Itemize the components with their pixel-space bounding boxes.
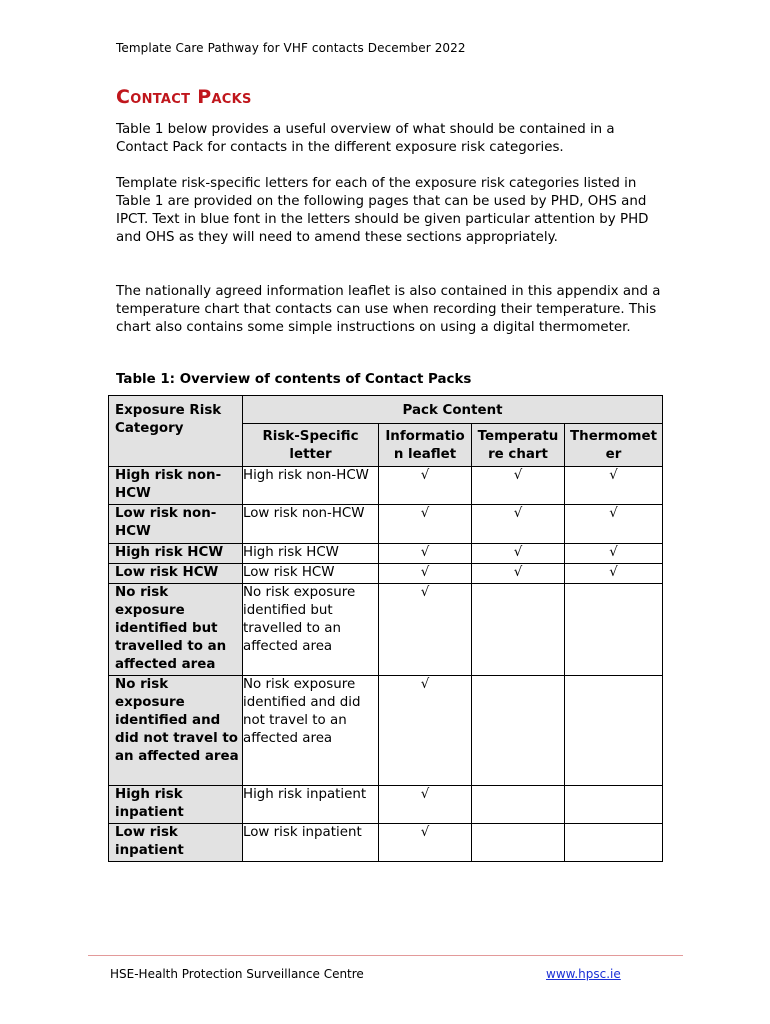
table-row: [109, 676, 663, 786]
row-category: Low risk non-HCW: [109, 505, 243, 544]
row-letter: No risk exposure identified but travelled to an affected area: [243, 584, 379, 676]
table-row: [109, 564, 663, 584]
header-category: Exposure Risk Category: [109, 396, 243, 467]
table-row: [109, 584, 663, 676]
row-thermometer-check: [565, 786, 663, 824]
letters-paragraph: Template risk-specific letters for each of the exposure risk categories listed in Table 1 are provided on the following pages that can be used by PHD, OHS and IPCT. Text in blue font in the letters should be given particular attention by PHD and OHS as they will need to amend these sections appropriately.: [116, 176, 649, 245]
row-letter: Low risk inpatient: [243, 824, 379, 862]
table-row: [109, 505, 663, 544]
row-temp-chart-check: √: [472, 564, 565, 584]
row-leaflet-check: √: [379, 786, 472, 824]
footer-website-link[interactable]: www.hpsc.ie: [546, 967, 621, 981]
row-letter: Low risk non-HCW: [243, 505, 379, 544]
footer-divider: [88, 955, 683, 956]
row-leaflet-check: √: [379, 824, 472, 862]
row-thermometer-check: √: [565, 505, 663, 544]
contact-packs-table: [108, 395, 663, 862]
row-temp-chart-check: [472, 786, 565, 824]
table-row: [109, 467, 663, 505]
row-leaflet-check: √: [379, 467, 472, 505]
table-row: [109, 544, 663, 564]
leaflet-paragraph: The nationally agreed information leaflet is also contained in this appendix and a temperature chart that contacts can use when recording their temperature. This chart also contains some simple instructions on using a digital thermometer.: [116, 284, 661, 335]
row-category: High risk non-HCW: [109, 467, 243, 505]
row-leaflet-check: √: [379, 564, 472, 584]
header-thermometer: Thermomet er: [565, 424, 663, 467]
header-leaflet: Informatio n leaflet: [379, 424, 472, 467]
section-title: Contact Packs: [116, 86, 252, 108]
row-leaflet-check: √: [379, 505, 472, 544]
row-category: No risk exposure identified and did not travel to an affected area: [109, 676, 243, 786]
row-category: Low risk inpatient: [109, 824, 243, 862]
row-temp-chart-check: √: [472, 467, 565, 505]
row-thermometer-check: [565, 824, 663, 862]
row-category: No risk exposure identified but travelled to an affected area: [109, 584, 243, 676]
row-letter: No risk exposure identified and did not travel to an affected area: [243, 676, 379, 786]
row-temp-chart-check: √: [472, 505, 565, 544]
row-temp-chart-check: [472, 584, 565, 676]
header-letter: Risk-Specific letter: [243, 424, 379, 467]
row-letter: High risk inpatient: [243, 786, 379, 824]
row-letter: High risk HCW: [243, 544, 379, 564]
header-temp-chart: Temperatu re chart: [472, 424, 565, 467]
table-row: [109, 824, 663, 862]
row-temp-chart-check: [472, 824, 565, 862]
row-temp-chart-check: [472, 676, 565, 786]
table-row: [109, 786, 663, 824]
row-thermometer-check: [565, 676, 663, 786]
row-leaflet-check: √: [379, 544, 472, 564]
row-thermometer-check: √: [565, 544, 663, 564]
row-letter: Low risk HCW: [243, 564, 379, 584]
running-header: Template Care Pathway for VHF contacts December 2022: [116, 41, 466, 55]
row-thermometer-check: [565, 584, 663, 676]
row-category: Low risk HCW: [109, 564, 243, 584]
row-letter: High risk non-HCW: [243, 467, 379, 505]
row-leaflet-check: √: [379, 584, 472, 676]
table-caption: Table 1: Overview of contents of Contact Packs: [116, 372, 472, 387]
intro-paragraph: Table 1 below provides a useful overview of what should be contained in a Contact Pack for contacts in the different exposure risk categories.: [116, 122, 615, 155]
row-category: High risk HCW: [109, 544, 243, 564]
row-temp-chart-check: √: [472, 544, 565, 564]
footer-organisation: HSE-Health Protection Surveillance Centre: [110, 967, 364, 981]
row-leaflet-check: √: [379, 676, 472, 786]
header-pack-content: Pack Content: [243, 396, 663, 424]
row-category: High risk inpatient: [109, 786, 243, 824]
row-thermometer-check: √: [565, 564, 663, 584]
row-thermometer-check: √: [565, 467, 663, 505]
